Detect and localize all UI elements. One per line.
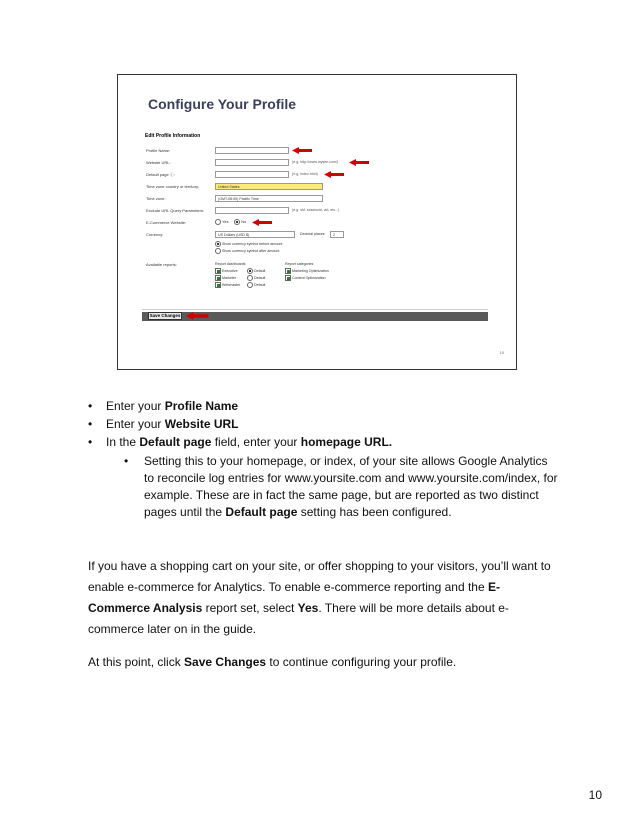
save-changes-button[interactable]: Save Changes [149,313,181,318]
exclude-params-row [142,206,485,218]
executive-checkbox[interactable]: Executive [215,268,238,274]
pointer-arrow-icon [292,147,312,154]
edit-profile-form [142,133,485,294]
marketing-optimization-checkbox[interactable]: Marketing Optimization [285,268,329,274]
pointer-arrow-icon [184,312,210,320]
bullet-item: • Enter your Profile Name [88,399,239,413]
time-country-select[interactable]: United States [215,183,323,190]
exclude-params-hint: (e.g. sid, sessionid, vid, etc...) [292,208,340,212]
pointer-arrow-icon [349,159,369,166]
marketer-checkbox[interactable]: Marketer [215,275,236,281]
slide-title: Configure Your Profile [148,96,297,112]
save-paragraph: At this point, click Save Changes to continue configuring your profile. [88,655,457,669]
sub-bullet-item: • Setting this to your homepage, or index, of your site allows Google Analytics to reconcile log entries for www.yoursite.com and www.yoursite.com/index, for example. These are in fact the same page, but are reported as two distinct pages until the Default page setting has been configured. [124,454,558,519]
default-page-input[interactable] [215,171,289,178]
profile-name-label: Profile Name: [146,148,171,153]
marketer-default-radio[interactable]: Default [247,275,265,281]
ecommerce-label: E-Commerce Website: [146,220,187,225]
bullet-icon: • [88,435,93,449]
decimal-label: Decimal places: [300,232,326,236]
executive-default-radio[interactable]: Default [247,268,265,274]
profile-name-input[interactable] [215,147,289,154]
content-optimization-checkbox[interactable]: Content Optimization [285,275,326,281]
bullet-icon: • [124,454,129,468]
report-dashboards-heading: Report dashboards [215,262,246,266]
website-url-hint: (e.g. http://www.mysite.com/) [292,160,339,164]
exclude-params-label: Exclude URL Query Parameters: [146,208,205,213]
webmaster-default-radio[interactable]: Default [247,282,265,288]
default-page-row [142,170,485,182]
ecommerce-paragraph: If you have a shopping cart on your site, or offer shopping to your visitors, you’ll want to enable e-commerce for Analytics. To enable e-commerce reporting and the E-Commerce Analysis report set, select Yes. There will be more details about e-commerce later on in the guide. [88,559,551,636]
bullet-icon: • [88,399,93,413]
website-url-input[interactable] [215,159,289,166]
instruction-bullets [88,397,558,521]
currency-select[interactable]: US Dollars (USD $) [215,231,295,238]
profile-name-row [142,146,485,158]
website-url-label: Website URL: [146,160,171,165]
available-reports-row [142,260,485,294]
default-page-hint: (e.g. index.html) [292,172,318,176]
ecommerce-yes-radio[interactable]: Yes [215,219,229,225]
exclude-params-input[interactable] [215,207,289,214]
time-country-row [142,182,485,194]
currency-before-option[interactable]: Show currency symbol before amount [215,241,282,247]
currency-after-option[interactable]: Show currency symbol after amount [215,248,279,254]
default-page-label: Default page ⓘ: [146,172,175,177]
slide-number: 10 [499,350,504,355]
section-title: Edit Profile Information [145,133,201,139]
report-categories-heading: Report categories [285,262,314,266]
bullet-icon: • [88,417,93,431]
website-url-row [142,158,485,170]
pointer-arrow-icon [324,171,344,178]
ecommerce-no-radio[interactable]: No [234,219,246,225]
ecommerce-row [142,218,485,230]
currency-row [142,230,485,260]
slide-screenshot [117,74,517,370]
page-number: 10 [588,788,602,802]
bullet-item: • In the Default page field, enter your homepage URL. [88,435,393,449]
time-country-label: Time zone country or territory: [146,184,200,189]
webmaster-checkbox[interactable]: Webmaster [215,282,240,288]
time-zone-select[interactable]: (GMT-08:00) Pacific Time [215,195,323,202]
bullet-item: • Enter your Website URL [88,417,239,431]
time-zone-row [142,194,485,206]
time-zone-label: Time zone: [146,196,166,201]
decimal-select[interactable]: 2 [330,231,344,238]
currency-label: Currency: [146,232,164,237]
pointer-arrow-icon [252,219,272,226]
form-divider [142,309,488,310]
available-reports-label: Available reports: [146,262,177,267]
